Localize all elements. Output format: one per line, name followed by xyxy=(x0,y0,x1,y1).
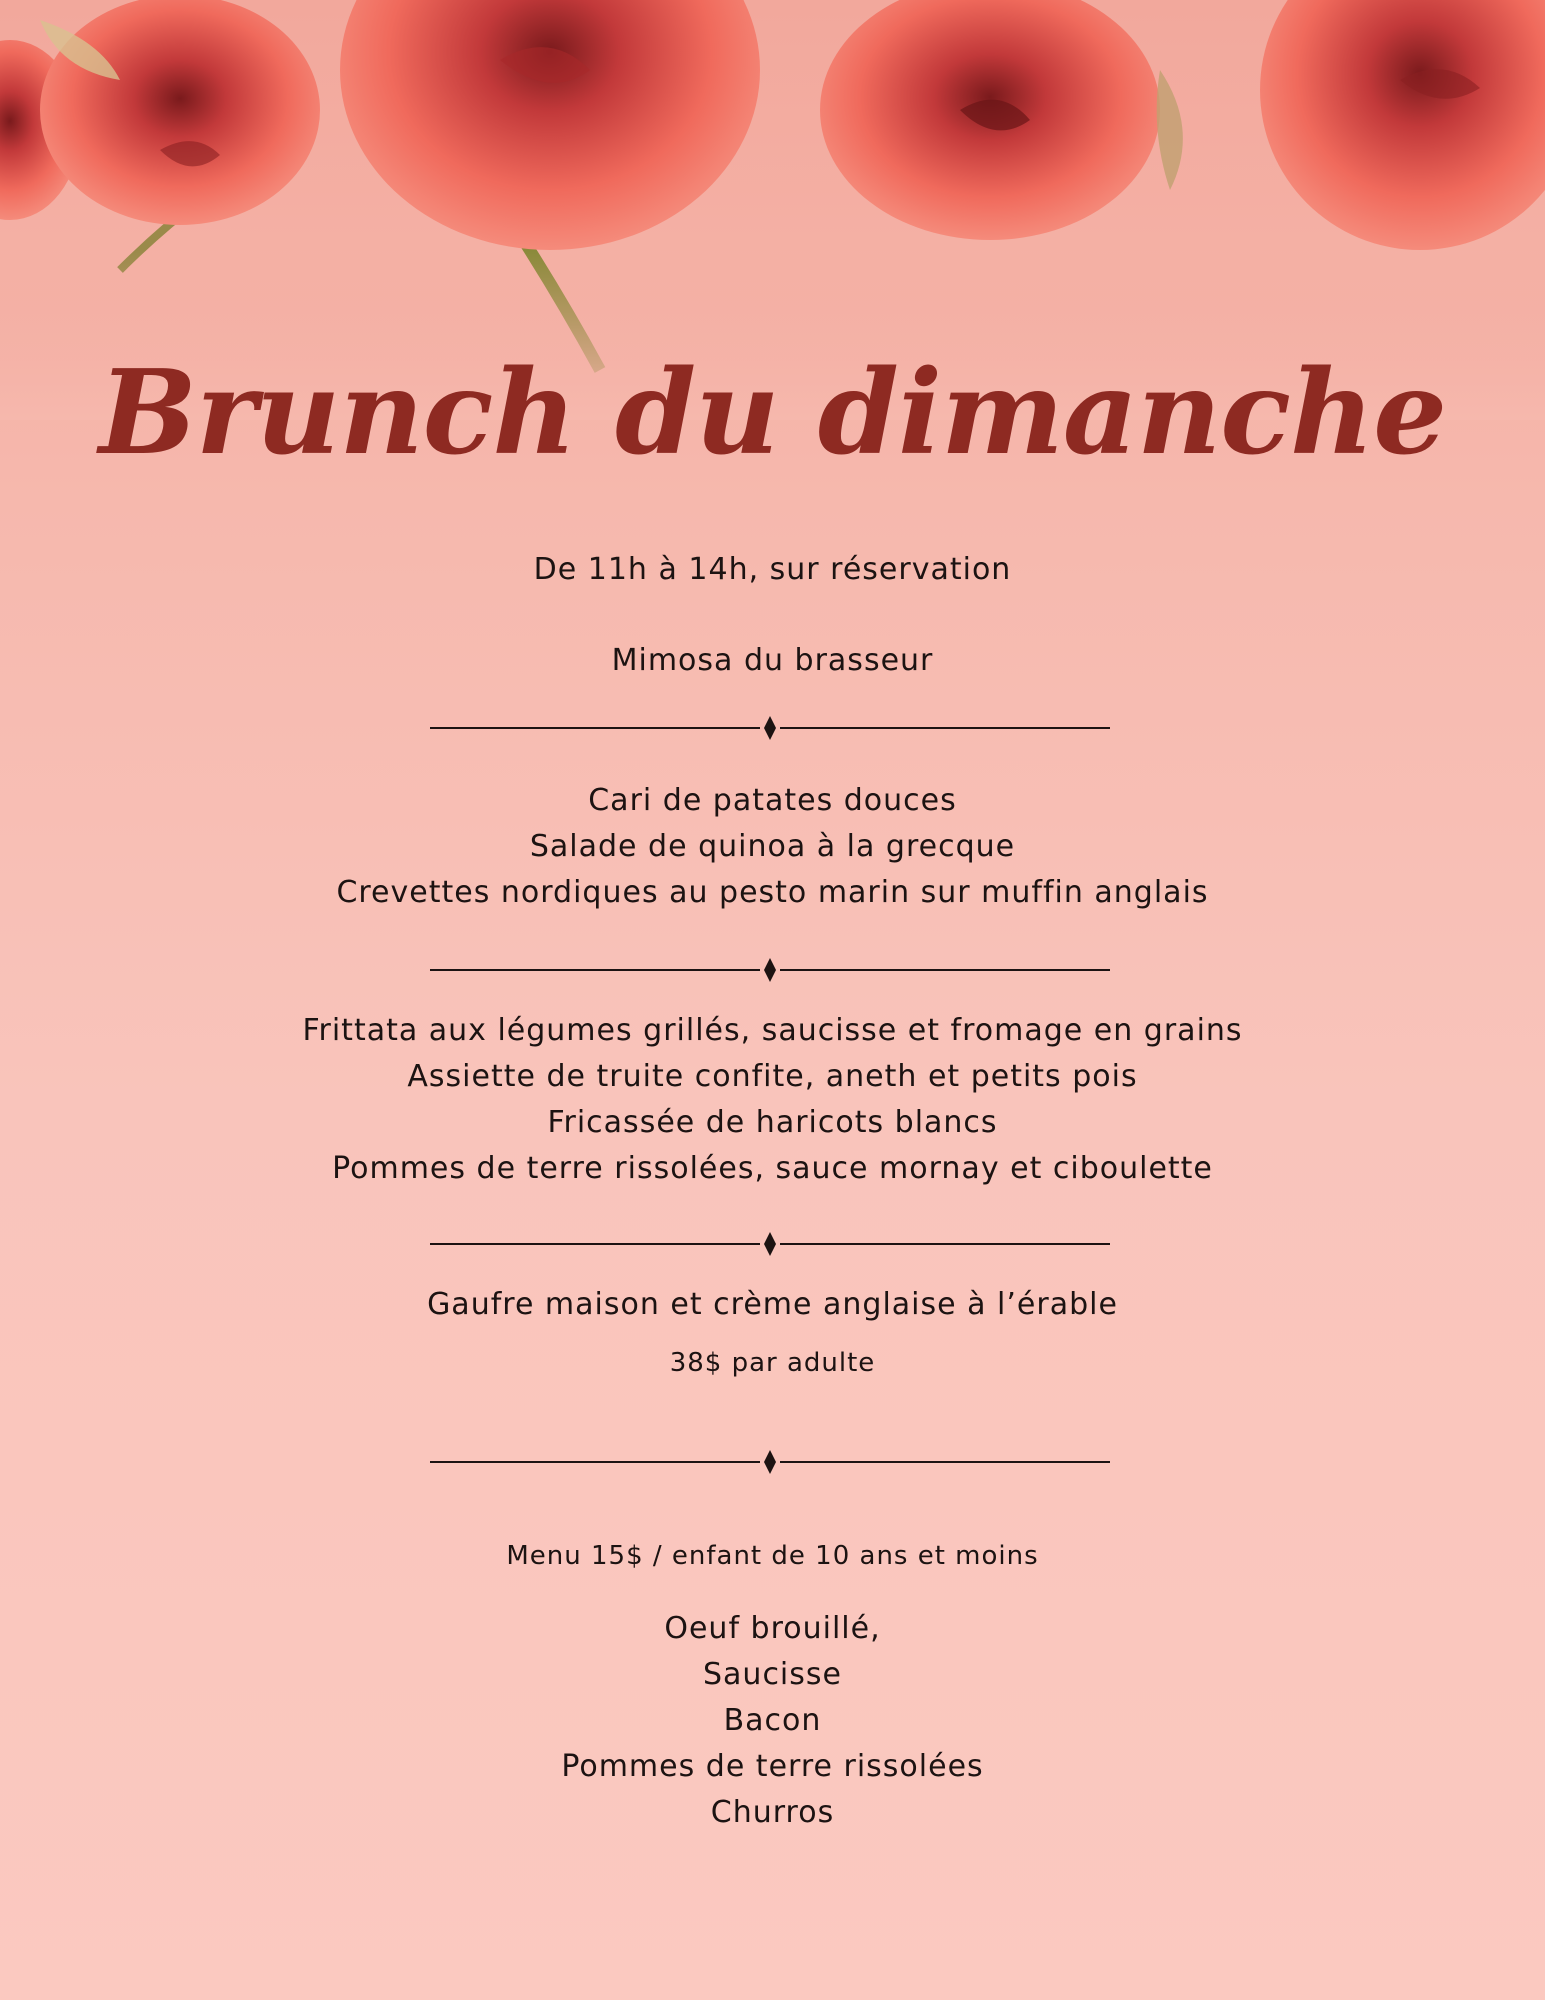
menu-item: Crevettes nordiques au pesto marin sur muffin anglais xyxy=(336,875,1209,910)
menu-item: Salade de quinoa à la grecque xyxy=(529,829,1016,864)
menu-item: Fricassée de haricots blancs xyxy=(547,1105,998,1140)
ornament-divider xyxy=(430,716,1110,740)
kids-menu-item: Oeuf brouillé, xyxy=(664,1611,881,1646)
kids-menu-title: Menu 15$ / enfant de 10 ans et moins xyxy=(506,1541,1039,1571)
adult-price: 38$ par adulte xyxy=(669,1348,876,1378)
kids-menu-item: Saucisse xyxy=(703,1657,842,1692)
menu-item: Frittata aux légumes grillés, saucisse et fromage en grains xyxy=(302,1013,1243,1048)
dessert-item: Gaufre maison et crème anglaise à l’érable xyxy=(427,1287,1118,1322)
kids-menu-item: Churros xyxy=(710,1795,835,1830)
menu-item: Pommes de terre rissolées, sauce mornay et ciboulette xyxy=(332,1151,1213,1186)
ornament-divider xyxy=(430,1450,1110,1474)
menu-item: Cari de patates douces xyxy=(588,783,957,818)
ornament-divider xyxy=(430,1232,1110,1256)
kids-menu-item: Pommes de terre rissolées xyxy=(561,1749,984,1784)
drink-item: Mimosa du brasseur xyxy=(611,643,934,678)
menu-item: Assiette de truite confite, aneth et petits pois xyxy=(407,1059,1138,1094)
ornament-divider xyxy=(430,958,1110,982)
menu-title: Brunch du dimanche xyxy=(98,345,1447,481)
menu-subtitle: De 11h à 14h, sur réservation xyxy=(533,552,1012,587)
kids-menu-item: Bacon xyxy=(723,1703,822,1738)
